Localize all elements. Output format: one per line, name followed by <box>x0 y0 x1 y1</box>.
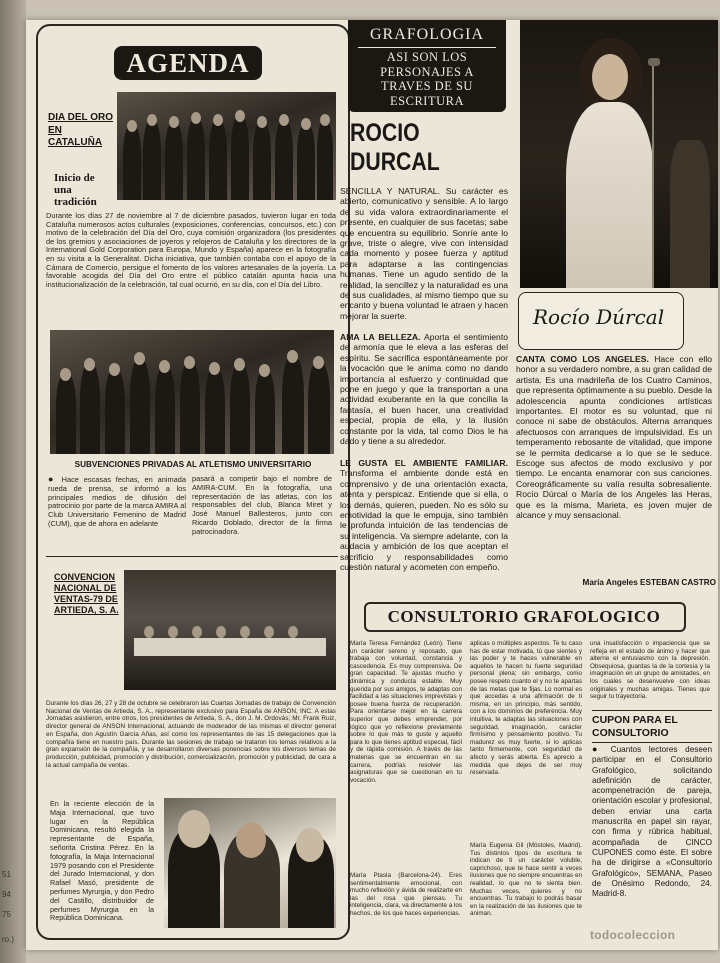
rocio-signature: Rocío Dúrcal <box>533 305 665 329</box>
maja-text: En la reciente elección de la Maja Internacional, que tuvo lugar en la República Dominicana, resultó elegida la representante de España, señorita Cristina Pérez. En la fotografía, la Maja Internacional 1979 posando con el Presidente del Jurado Internacional, y don Rafael Masó, presidente de perfumes Myrurgia, y don Pedro del Castillo, distribuidor de perfumes Myrurgia en la República Dominicana. <box>50 799 154 923</box>
spine-mark: ro.) <box>2 935 14 944</box>
grafologia-familiar: LE GUSTA EL AMBIENTE FAMILIAR. Transforma el ambiente donde está en comprensivo y de una orientación exacta, atenta y perspicaz. Entiende que si ella, o los demás, quieren, pueden. No es sólo su emotividad la que le empuja, sino también le profunda intuición de las tendencias de su inteligencia. Va siempre adelante, con la audacia y ambición de los que aceptan el sacrificio y responsabilidades como cuestión natural y acometen con empeño. <box>340 458 508 573</box>
subvenciones-text-1: ● Hace escasas fechas, en animada rueda de prensa, se informó a los principales medios de difusión del patrocinio por parte de la marca AMIRA al Club Universitario Femenino de Madrid (CUM), que de ahora en adelante <box>48 474 187 528</box>
spine-mark: 51 <box>2 870 11 879</box>
convencion-heading: CONVENCION NACIONAL DE VENTAS-79 DE ARTIEDA, S. A. <box>54 572 119 615</box>
cupon-text: ● Cuantos lectores deseen participar en el Consultorio Grafológico, solicitando adefinición de carácter, acompenetración de pareja, orientación escolar y profesional, deben enviar una carta manuscrita en papel sin rayar, con firma y rúbrica habitual, acompañada de CINCO CUPONES como éste. El sobre ha de dirigirse a «Consultorio Grafológico», SEMANA, Paseo de Onésimo Redondo, 24. Madrid-8. <box>592 744 713 899</box>
atletismo-photo <box>50 330 334 454</box>
grafologia-belleza: AMA LA BELLEZA. Aporta el sentimiento de armonía que le eleva a las esferas del espíritu. Se sacrifica espontáneamente por la vocación que le anima como no dando importancia al esfuerzo y continuidad que pone en juego y que la transportan a una actividad exuberante en la que concilia la fantasía, el buen hacer, una creatividad especial, propia de ella, y la ilusión constante por la vida, tal como Dios le ha dado y tiene a su alrededor. <box>340 332 508 447</box>
dia-oro-heading: DIA DEL ORO EN CATALUÑA <box>48 112 114 148</box>
consultorio-col2: aplicas o múltiples aspectos. Te tu caso has de estar motivada, tú que sientes y las poder y te haces vulnerable en aquellos te hacen tu fuerte seguridad personal plena; sin embargo, como posee respeto cuanto el y no te apartas de las metas que te fijas. Lo normal es que accedas a una afirmación de ti misma, en un principio, más sentido, con a los dominios de preferencia. Muy intuitiva, te adaptas las situaciones con seguridad, imaginación, carácter firmísimo y pensamiento positivo. Tu madurez es muy fuerte, si lo aplicas tanto firmemente, con seguridad de afecto y serás abierta. Es aprecio a medida que dejes de ser muy reservada. <box>470 640 582 777</box>
grafologia-author: María Angeles ESTEBAN CASTRO <box>582 578 716 587</box>
consultorio-title: CONSULTORIO GRAFOLOGICO <box>387 607 661 626</box>
consultorio-col2b: María Eugenia Gil (Móstoles, Madrid). Tus distintos tipos de escritura te indican de ti un carácter voluble, caprichoso, que te hace sentir a veces ilusiones que no siempre encuentras en realidad, lo que no te sienta bien. Muchas veces, quieres y no encuentras. Tu trabajo lo podrás basar en la realización de las ilusiones que te animan. <box>470 842 582 918</box>
inicio-heading: Inicio de una tradición <box>54 172 97 208</box>
rocio-name-line1: ROCIO <box>350 119 420 147</box>
maja-photo <box>164 798 336 928</box>
agenda-title: AGENDA <box>114 46 262 80</box>
spine-mark: 94 <box>2 890 11 899</box>
convencion-photo <box>124 570 336 690</box>
signature-box <box>518 292 684 350</box>
grafologia-subtitle: ASI SON LOS PERSONAJES A TRAVES DE SU ESCRITURA <box>380 50 474 108</box>
grafologia-canta: CANTA COMO LOS ANGELES. Hace con ello honor a su verdadero nombre, a su gran calidad de artista. Es una madrileña de los Cuatro Caminos, que representa óptimamente a su pueblo. Desde la adolescencia apunta condiciones artísticas importantes. El motor es su voluntad, que ni conoce ni sabe de obstáculos. Alterna arranques afectuosos con arranques de impulsividad. Es un temperamento rebosante de vitalidad, que impone se le permita dedicarse a lo que se le seduce. Escoge sus afectos de modo exclusivo y por tiempo. Le encanta enamorar con sus canciones. Coreográficamente su valía resulta sobresaliente. Rocío Dúrcal o María de los Angeles las Heras, que es la misma, Marieta, es joven mujer de alcance y muy sensacional. <box>516 354 713 521</box>
section-divider <box>46 556 338 557</box>
grafologia-banner <box>348 20 506 112</box>
consultorio-col3: una insatisfacción o impaciencia que se refleja en el estado de ánimo y hacer que alterne el entusiasmo con la depresión. Obsequiosa, guardas la de la cortesía y la imaginación en un grupo de amistades, en los cuales se desenvuelve con ideas originales y muchas amigas. Tienes que seguir tu trayectoria. <box>590 640 710 701</box>
cupon-title: CUPON PARA EL CONSULTORIO <box>592 710 712 743</box>
subvenciones-text-2: pasará a competir bajo el nombre de AMIRA-CUM. En la fotografía, una representación de las atletas, con los responsables del club, Blanca Miret y José Manuel Ballesteros, junto con Ricardo Doblado, director de la firma patrocinadora. <box>192 474 332 536</box>
grafologia-kicker: GRAFOLOGIA <box>370 26 484 43</box>
magazine-page <box>26 20 718 950</box>
singer-photo <box>520 20 718 288</box>
dia-oro-photo <box>117 92 336 200</box>
consultorio-col1: María Teresa Fernández (León). Tiene un carácter sereno y reposado, que trabaja con voluntad, constancia y cascedencia. Es muy comprensiva. De gran capacidad. Te ajustas mucho y dinámica y conducta estable. Muy querida por sus amigos, te adaptas con facilidad a las situaciones imprevistas y posee buena fuerza de recuperación. Para orientarse mejor en la carrera superior que debes emprender, por lógico que yo reflexione previamente sobre lo que más te guste y aquello para lo que tienes aptitud especial, fácil y de rápida comisión. A través de las materias que se encuentran en su carrera, podrías resolver las asignaturas que se cuestionan en tu vocación. <box>350 640 462 784</box>
dia-oro-text: Durante los días 27 de noviembre al 7 de diciembre pasados, tuvieron lugar en toda Cataluña numerosos actos culturales (exposiciones, conferencias, concursos, etc.) con motivo de la celebración del Día del Oro, cuya comisión organizadora (los presidentes de los gremios y asociaciones de joyeros y relojeros de Cataluña y los directores de la International Gold Corporation para Europa, Mundo y España) aparece en la fotografía en su visita a la Generalitat. Dicha iniciativa, que también contaba con el apoyo de la Cámara de Comercio, persigue el fomento de los valores artesanales de la joyería. La favorable acogida del Día del Oro entre el público catalán apunta hacia una institucionalización de la celebración, tal cual ocurrió, en su día, con el Día del Libro. <box>46 211 336 289</box>
binding-spine <box>0 0 26 963</box>
grafologia-body: SENCILLA Y NATURAL. Su carácter es abierto, comunicativo y sensible. A lo largo de su vida valora extraordinariamente el presente, en cualquier de sus facetas; sabe que encuentra su equilibrio. Sonríe ante lo grave, triste o alegre, vive con intensidad cada momento y posee fuerza y aptitud para adaptarse a las contingencias humanas. Tiene un agudo sentido de la realidad, la sencillez y la naturalidad es una de sus cualidades, al mismo tiempo que su encanto y buena voluntad le atraen y hacen mejorar la suerte. <box>340 186 508 321</box>
rocio-name-line2: DURCAL <box>350 148 440 176</box>
spine-mark: 75 <box>2 910 11 919</box>
watermark: todocoleccion <box>590 928 676 942</box>
consultorio-col1b: María Ptasla (Barcelona-24). Eres sentimentalmente emocional, con mucho reflexión y ávida de realizarte en las del rosa que piensas. Tu inteligencia, clara, va directamente a los hechos, de los que haces experiencias. <box>350 872 463 917</box>
convencion-text: Durante los días 26, 27 y 28 de octubre se celebraron las Cuartas Jornadas de trabajo de Convención Nacional de Ventas de Artieda, S. A., representante exclusivo para España de ANSON, INC. A estas Jornadas asistieron, entre otros, los presidentes de Artieda, S. A., don J. M. Ordovás; Mr. Frank Ruiz, director general de ANSON Internacional, actuando de moderador de las mismas el director general en España, don Agustín García Añas, así como los representantes de las 15 delegaciones que la compañía tiene en nuestro país. Durante las sesiones de trabajo se trataron los temas relativos a la gran expansión de la compañía, y se desarrollaron diversas ponencias sobre los diversos temas de producción, publicidad, promoción y distribución, comercialización, promoción y publicidad, de cara a la actual campaña de ventas. <box>46 700 336 769</box>
subvenciones-heading: SUBVENCIONES PRIVADAS AL ATLETISMO UNIVERSITARIO <box>74 460 312 469</box>
